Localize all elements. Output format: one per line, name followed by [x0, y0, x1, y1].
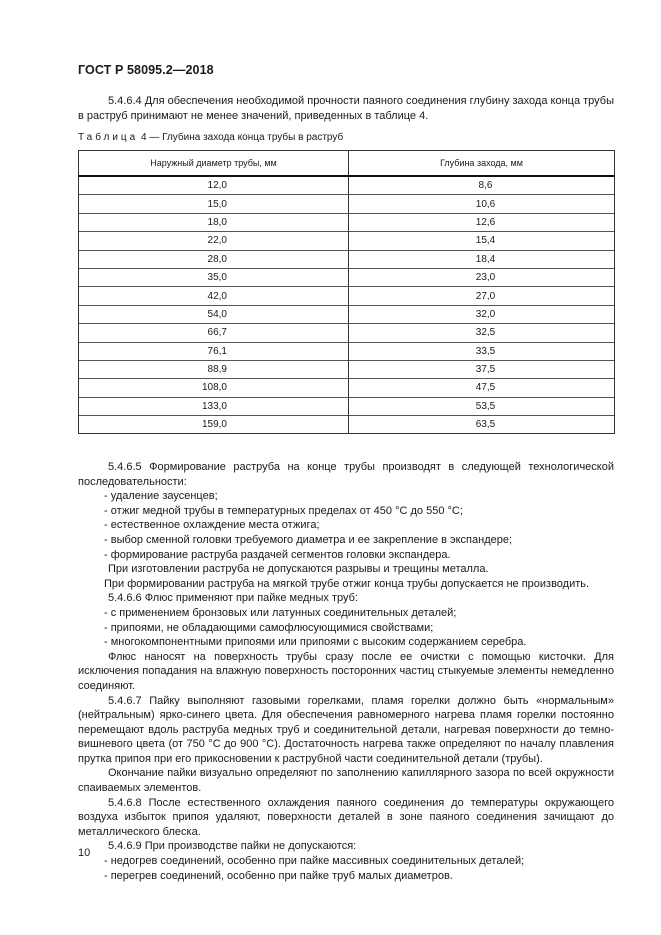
cell-depth: 15,4	[349, 232, 615, 250]
body-paragraph: 5.4.6.5 Формирование раструба на конце трубы производят в следующей технологической последовательности:	[78, 461, 614, 488]
cell-depth: 33,5	[349, 342, 615, 360]
cell-depth: 63,5	[349, 416, 615, 434]
table-row	[79, 250, 615, 268]
cell-diameter: 76,1	[79, 342, 349, 360]
cell-depth: 10,6	[349, 195, 615, 213]
body-paragraph: - отжиг медной трубы в температурных пределах от 450 °С до 550 °С;	[104, 504, 463, 517]
column-header-depth: Глубина захода, мм	[349, 151, 615, 177]
cell-diameter: 66,7	[79, 324, 349, 342]
body-paragraph: При формировании раструба на мягкой трубе отжиг конца трубы допускается не производить.	[104, 577, 590, 590]
cell-diameter: 159,0	[79, 416, 349, 434]
table-row	[79, 324, 615, 342]
body-paragraph: - с применением бронзовых или латунных соединительных деталей;	[104, 606, 457, 619]
body-paragraph: При изготовлении раструба не допускаются разрывы и трещины металла.	[108, 563, 489, 576]
body-paragraph: - припоями, не обладающими самофлюсующимися свойствами;	[104, 621, 434, 634]
table-row	[79, 268, 615, 286]
cell-depth: 53,5	[349, 397, 615, 415]
depth-table	[78, 150, 615, 434]
cell-depth: 23,0	[349, 268, 615, 286]
table-row	[79, 195, 615, 213]
body-paragraph: - естественное охлаждение места отжига;	[104, 519, 320, 532]
body-paragraph: Окончание пайки визуально определяют по заполнению капиллярного зазора по всей окружности спаиваемых элементов.	[78, 767, 614, 795]
table-row	[79, 305, 615, 323]
body-paragraph: - формирование раструба раздачей сегментов головки экспандера.	[104, 548, 451, 561]
table-caption-label: Таблица	[78, 132, 139, 143]
cell-diameter: 108,0	[79, 379, 349, 397]
column-header-diameter: Наружный диаметр трубы, мм	[79, 151, 349, 177]
cell-depth: 37,5	[349, 360, 615, 378]
body-paragraph: 5.4.6.7 Пайку выполняют газовыми горелками, пламя горелки должно быть «нормальным» (нейтральным) ярко-синего цвета. Для обеспечения равномерного нагрева пламя горелки постоянно перемещают вдоль раструба медных труб и соединительной детали, нагревая поверхности до темно-вишневого цвета (от 750 °С до 900 °С). Достаточность нагрева также определяют по началу плавления прутка припоя при его прикосновении к раструбной части соединительной детали (трубы).	[78, 694, 614, 765]
table-caption-title: 4 — Глубина захода конца трубы в раструб	[138, 132, 344, 143]
cell-depth: 32,5	[349, 324, 615, 342]
cell-diameter: 88,9	[79, 360, 349, 378]
body-paragraph: - удаление заусенцев;	[104, 490, 218, 503]
cell-depth: 18,4	[349, 250, 615, 268]
cell-diameter: 22,0	[79, 232, 349, 250]
cell-diameter: 133,0	[79, 397, 349, 415]
table-row	[79, 342, 615, 360]
table-row	[79, 416, 615, 434]
table-row	[79, 379, 615, 397]
table-row	[79, 360, 615, 378]
cell-depth: 47,5	[349, 379, 615, 397]
body-paragraph: - многокомпонентными припоями или припоями с высоким содержанием серебра.	[104, 636, 527, 649]
document-header: ГОСТ Р 58095.2—2018	[78, 63, 214, 77]
body-paragraph: Флюс наносят на поверхность трубы сразу после ее очистки с помощью кисточки. Для исключения попадания на влажную поверхность посторонних частиц стыкуемые элементы немедленно соединяют.	[78, 650, 614, 692]
table-header-row	[79, 151, 615, 177]
intro-paragraph: 5.4.6.4 Для обеспечения необходимой прочности паяного соединения глубину захода конца трубы в раструб принимают не менее значений, приведенных в таблице 4.	[78, 95, 614, 122]
body-paragraph: - перегрев соединений, особенно при пайке труб малых диаметров.	[104, 869, 453, 882]
cell-diameter: 28,0	[79, 250, 349, 268]
cell-diameter: 15,0	[79, 195, 349, 213]
cell-depth: 12,6	[349, 213, 615, 231]
table-row	[79, 213, 615, 231]
table-caption	[78, 132, 343, 143]
cell-diameter: 18,0	[79, 213, 349, 231]
body-paragraph: 5.4.6.9 При производстве пайки не допускаются:	[108, 840, 357, 853]
body-paragraph: - выбор сменной головки требуемого диаметра и ее закрепление в экспандере;	[104, 533, 513, 546]
body-paragraph: - недогрев соединений, особенно при пайке массивных соединительных деталей;	[104, 855, 525, 868]
body-paragraph: 5.4.6.6 Флюс применяют при пайке медных труб:	[108, 592, 358, 605]
cell-depth: 32,0	[349, 305, 615, 323]
cell-depth: 8,6	[349, 176, 615, 195]
table-body	[79, 176, 615, 434]
table-row	[79, 397, 615, 415]
table-row	[79, 232, 615, 250]
cell-diameter: 35,0	[79, 268, 349, 286]
body-paragraph: 5.4.6.8 После естественного охлаждения паяного соединения до температуры окружающего воздуха избыток припоя удаляют, поверхности деталей в зоне паяного соединения зачищают до металлического блеска.	[78, 796, 614, 838]
cell-depth: 27,0	[349, 287, 615, 305]
cell-diameter: 12,0	[79, 176, 349, 195]
body-text	[78, 460, 614, 883]
table-row	[79, 176, 615, 195]
cell-diameter: 54,0	[79, 305, 349, 323]
cell-diameter: 42,0	[79, 287, 349, 305]
table-row	[79, 287, 615, 305]
page-number: 10	[78, 847, 91, 859]
